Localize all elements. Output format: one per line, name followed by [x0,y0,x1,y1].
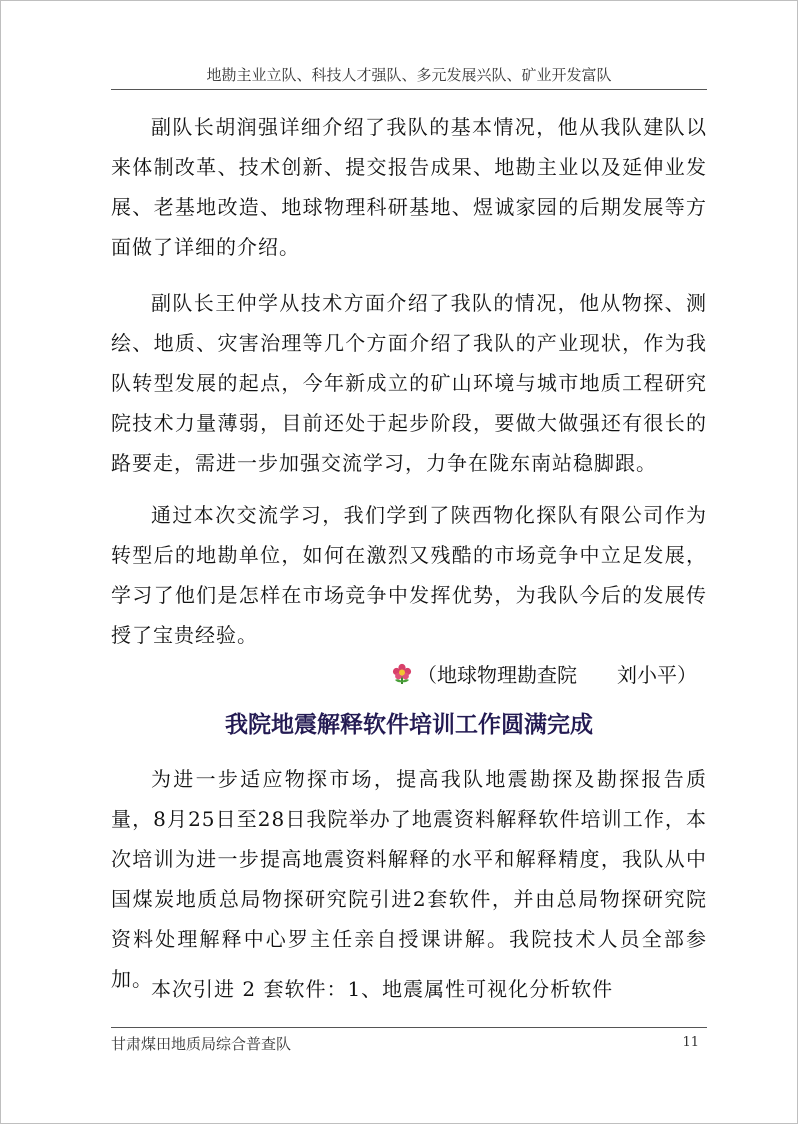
article2-title: 我院地震解释软件培训工作圆满完成 [225,712,593,738]
page-number: 11 [682,1035,699,1050]
article1-paragraph-1: 副队长胡润强详细介绍了我队的基本情况，他从我队建队以来体制改革、技术创新、提交报告成果、地勘主业以及延伸业发展、老基地改造、地球物理科研基地、煜诚家园的后期发展等方面做了详细的介绍。 [111,115,707,259]
article1-signature-text: （地球物理勘查院 刘小平） [417,663,697,687]
article1-signature [391,657,707,693]
page-header-slogan: 地勘主业立队、科技人才强队、多元发展兴队、矿业开发富队 [111,61,707,90]
footer-divider [111,1027,707,1028]
footer-organization: 甘肃煤田地质局综合普查队 [111,1035,292,1053]
flower-icon [391,663,413,685]
article2-paragraph-2: 本次引进 2 套软件：1、地震属性可视化分析软件 [151,977,614,1001]
article2-paragraph-1: 为进一步适应物探市场，提高我队地震勘探及勘探报告质量，8月25日至28日我院举办了地震资料解释软件培训工作，本次培训为进一步提高地震资料解释的水平和解释精度，我队从中国煤炭地质总局物探研究院引进2套软件，并由总局物探研究院资料处理解释中心罗主任亲自授课讲解。我院技术人员全部参加。 [111,767,707,991]
article1-paragraph-2: 副队长王仲学从技术方面介绍了我队的情况，他从物探、测绘、地质、灾害治理等几个方面介绍了我队的产业现状，作为我队转型发展的起点，今年新成立的矿山环境与城市地质工程研究院技术力量薄弱，目前还处于起步阶段，要做大做强还有很长的路要走，需进一步加强交流学习，力争在陇东南站稳脚跟。 [111,291,707,475]
article1-paragraph-3: 通过本次交流学习，我们学到了陕西物化探队有限公司作为转型后的地勘单位，如何在激烈又残酷的市场竞争中立足发展，学习了他们是怎样在市场竞争中发挥优势，为我队今后的发展传授了宝贵经验。 [111,503,707,647]
